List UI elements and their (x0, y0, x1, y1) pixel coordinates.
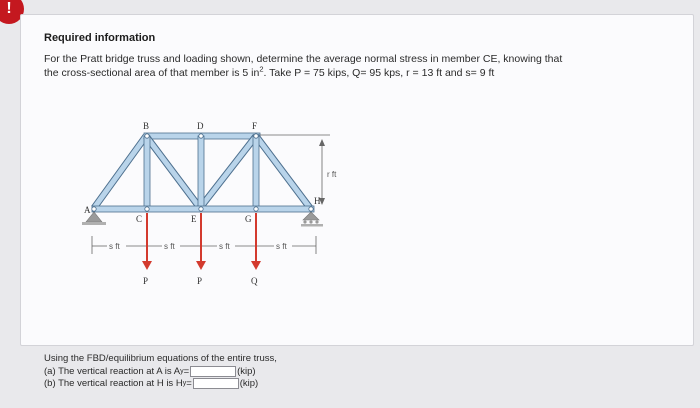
alert-icon: ! (0, 0, 24, 24)
height-label: r ft (327, 170, 337, 179)
answer-intro: Using the FBD/equilibrium equations of the entire truss, (44, 353, 277, 364)
ground-a (82, 222, 106, 225)
answer-section (44, 352, 277, 389)
member-ef (200, 136, 256, 208)
roller-support-h-icon (303, 212, 319, 220)
node-label-a: A (84, 205, 91, 215)
node-label-f: F (252, 121, 258, 131)
answer-a-unit: (kip) (237, 365, 256, 377)
answer-row-b: (b) The vertical reaction at H is H y = (kip) (44, 377, 259, 389)
answer-b-unit: (kip) (239, 377, 259, 389)
node-label-h: H (314, 196, 321, 206)
spacing-label-2: s ft (164, 242, 175, 251)
answer-row-a: (a) The vertical reaction at A is A y = (kip) (44, 365, 256, 377)
problem-line-2: the cross-sectional area of that member is 5 $in^2$. Take P = 75 kips, Q= 95 kps, r = 13 ft and s= 9 ft (44, 64, 495, 79)
node-label-g: G (245, 214, 252, 224)
answer-a-input[interactable] (190, 366, 236, 377)
node-label-b: B (143, 121, 150, 131)
load-label-g: Q (251, 276, 258, 286)
problem-line-1: For the Pratt bridge truss and loading shown, determine the average normal stress in member CE, knowing that (44, 53, 563, 65)
member-fg (253, 136, 259, 208)
height-arrow-up-icon (319, 139, 325, 146)
spacing-label-4: s ft (276, 242, 287, 251)
spacing-label-1: s ft (109, 242, 120, 251)
joint-a (92, 207, 96, 211)
member-be (146, 136, 200, 208)
joint-b (145, 134, 149, 138)
spacing-label-3: s ft (219, 242, 230, 251)
node-label-e: E (191, 214, 197, 224)
load-label-e: P (197, 276, 203, 286)
section-title: Required information (44, 32, 156, 44)
joint-c (145, 207, 149, 211)
answer-a-label: (a) The vertical reaction at A is A (44, 365, 181, 377)
joint-g (254, 207, 258, 211)
roller-h-3 (315, 220, 318, 223)
load-g-arrow-icon (251, 261, 261, 270)
member-ab (94, 136, 146, 208)
load-e-arrow-icon (196, 261, 206, 270)
joint-d (199, 134, 203, 138)
node-label-c: C (136, 214, 143, 224)
member-fh (256, 136, 310, 208)
load-label-c: P (143, 276, 149, 286)
member-de (198, 136, 204, 208)
member-bc (144, 136, 150, 208)
node-label-d: D (197, 121, 204, 131)
roller-h-1 (303, 220, 306, 223)
roller-h-2 (309, 220, 312, 223)
answer-b-label: (b) The vertical reaction at H is H (44, 377, 183, 389)
joint-f (254, 134, 258, 138)
answer-b-input[interactable] (193, 378, 239, 389)
ground-h (301, 224, 323, 227)
joint-h (309, 207, 313, 211)
joint-e (199, 207, 203, 211)
load-c-arrow-icon (142, 261, 152, 270)
